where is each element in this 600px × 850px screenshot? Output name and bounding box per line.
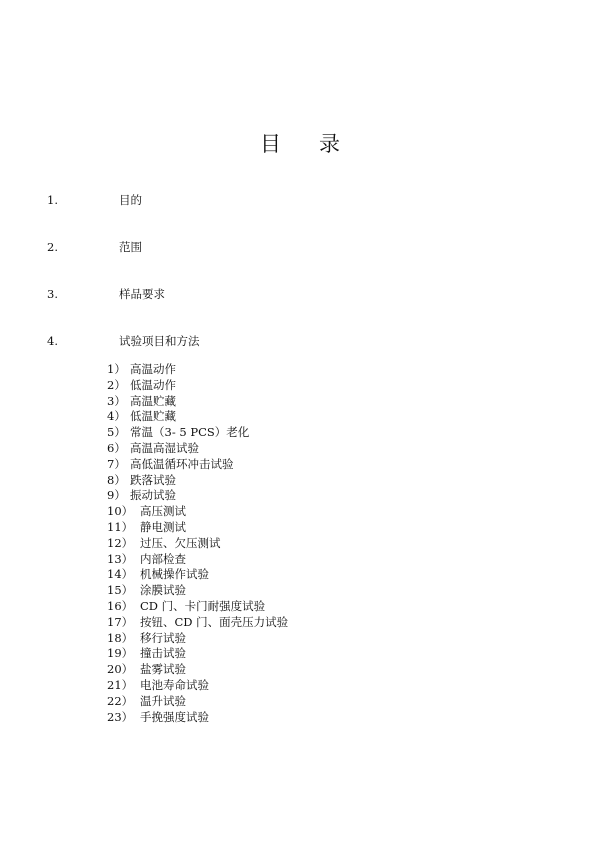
list-item (107, 362, 288, 378)
list-item (107, 488, 288, 504)
item-number: 18） (107, 630, 134, 645)
item-label: 涂膜试验 (140, 583, 186, 598)
item-number: 23） (107, 709, 134, 724)
list-item (107, 425, 288, 441)
page-title: 目录 (260, 132, 378, 156)
section-number: 3. (47, 287, 58, 301)
list-item (107, 710, 288, 726)
list-item (107, 520, 288, 536)
item-label: 高压测试 (140, 504, 186, 519)
item-label: 按钮、CD 门、面壳压力试验 (140, 614, 289, 629)
item-number: 3） (107, 393, 126, 408)
item-number: 1） (107, 362, 126, 376)
list-item (107, 473, 288, 489)
item-number: 8） (107, 472, 126, 487)
toc-section-1 (47, 192, 142, 208)
section-number: 2. (47, 240, 58, 254)
item-label: 跌落试验 (130, 472, 176, 487)
item-label: 静电测试 (140, 519, 186, 534)
list-item (107, 615, 288, 631)
item-number: 16） (107, 598, 134, 613)
list-item (107, 631, 288, 647)
item-number: 17） (107, 614, 134, 629)
item-label: 常温（3- 5 PCS）老化 (130, 425, 250, 440)
list-item (107, 567, 288, 583)
item-number: 11） (107, 519, 134, 534)
item-number: 5） (107, 425, 126, 440)
list-item (107, 457, 288, 473)
item-number: 20） (107, 662, 134, 677)
list-item (107, 599, 288, 615)
section-label: 目的 (119, 193, 142, 207)
item-number: 6） (107, 440, 126, 455)
list-item (107, 552, 288, 568)
list-item (107, 504, 288, 520)
item-label: 过压、欠压测试 (140, 535, 221, 550)
section-number: 4. (47, 334, 58, 348)
item-number: 14） (107, 567, 134, 582)
item-number: 21） (107, 677, 134, 692)
item-number: 2） (107, 377, 126, 392)
toc-section-2 (47, 239, 142, 255)
toc-section-4 (47, 333, 200, 349)
list-item (107, 441, 288, 457)
item-label: 低温贮藏 (130, 409, 176, 424)
item-label: 高温贮藏 (130, 393, 176, 408)
list-item (107, 409, 288, 425)
item-number: 22） (107, 693, 134, 708)
test-items-list (107, 362, 288, 725)
item-number: 12） (107, 535, 134, 550)
item-label: 机械操作试验 (140, 567, 209, 582)
item-number: 13） (107, 551, 134, 566)
item-number: 15） (107, 583, 134, 598)
section-number: 1. (47, 193, 58, 207)
list-item (107, 646, 288, 662)
list-item (107, 394, 288, 410)
item-label: 电池寿命试验 (140, 677, 209, 692)
list-item (107, 378, 288, 394)
item-label: 盐雾试验 (140, 662, 186, 677)
list-item (107, 678, 288, 694)
list-item (107, 694, 288, 710)
item-label: 撞击试验 (140, 646, 186, 661)
item-number: 7） (107, 456, 126, 471)
section-label: 样品要求 (119, 287, 165, 301)
section-label: 范围 (119, 240, 142, 254)
item-label: 高低温循环冲击试验 (130, 456, 234, 471)
toc-section-3 (47, 286, 165, 302)
section-label: 试验项目和方法 (119, 334, 200, 348)
list-item (107, 583, 288, 599)
item-label: 低温动作 (130, 377, 176, 392)
item-label: 手挽强度试验 (140, 709, 209, 724)
item-number: 4） (107, 409, 126, 424)
item-number: 19） (107, 646, 134, 661)
list-item (107, 536, 288, 552)
item-label: 高温高湿试验 (130, 440, 199, 455)
item-label: 温升试验 (140, 693, 186, 708)
item-label: 移行试验 (140, 630, 186, 645)
item-label: 高温动作 (130, 362, 176, 376)
item-label: 振动试验 (130, 488, 176, 503)
item-number: 10） (107, 504, 134, 519)
item-label: 内部检查 (140, 551, 186, 566)
item-number: 9） (107, 488, 126, 503)
list-item (107, 662, 288, 678)
item-label: CD 门、卡门耐强度试验 (140, 598, 266, 613)
